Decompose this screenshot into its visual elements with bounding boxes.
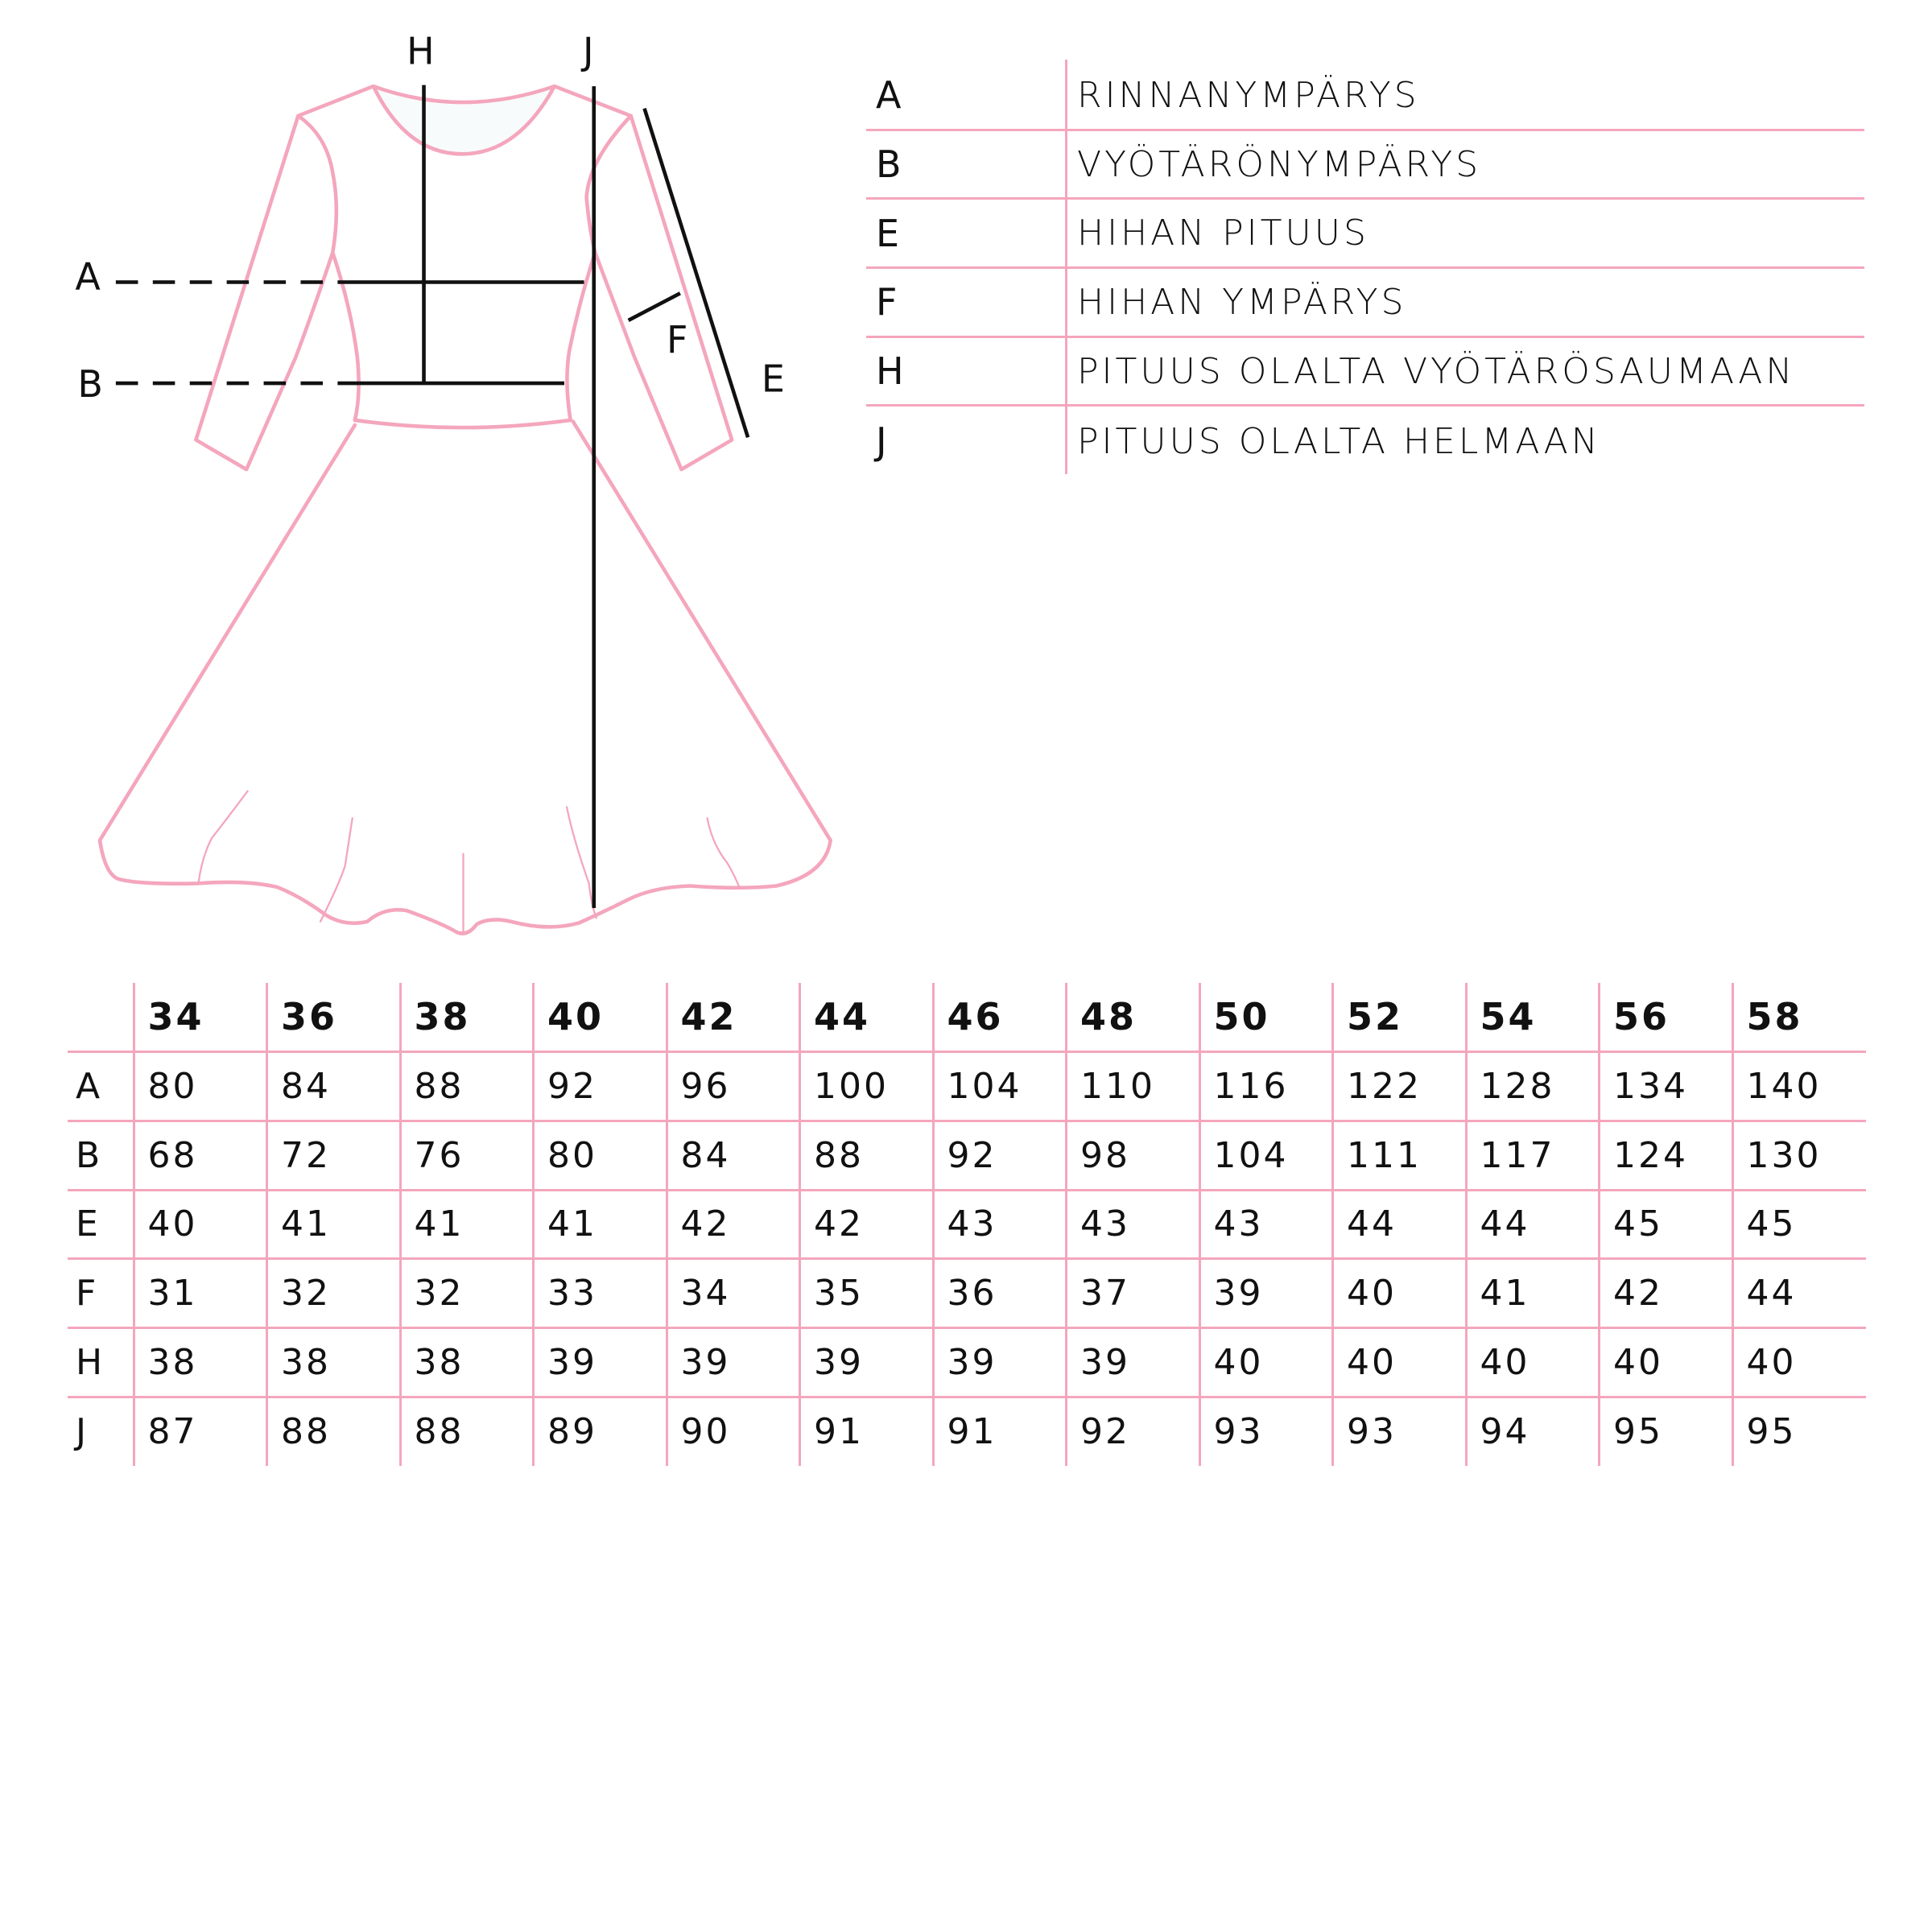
legend-row <box>866 200 1864 269</box>
legend-key: E <box>876 211 900 255</box>
size-header-cell: 44 <box>800 983 934 1052</box>
table-cell: 122 <box>1333 1052 1467 1121</box>
table-cell: 95 <box>1732 1397 1866 1466</box>
legend-description: RINNANYMPÄRYS <box>1077 74 1420 116</box>
table-cell: 36 <box>933 1259 1067 1328</box>
table-cell: 93 <box>1199 1397 1333 1466</box>
left-sleeve <box>196 116 336 469</box>
legend-key: H <box>876 349 904 394</box>
table-cell: 90 <box>667 1397 800 1466</box>
table-cell: 96 <box>667 1052 800 1121</box>
table-cell: 39 <box>1199 1259 1333 1328</box>
table-cell: 42 <box>667 1190 800 1259</box>
table-row <box>68 1327 1866 1397</box>
table-cell: 40 <box>134 1190 267 1259</box>
measure-line-f <box>629 293 680 320</box>
table-cell: 43 <box>1199 1190 1333 1259</box>
table-cell: 116 <box>1199 1052 1333 1121</box>
skirt-fold <box>320 818 353 922</box>
right-sleeve <box>587 116 733 469</box>
table-cell: 84 <box>267 1052 401 1121</box>
row-key: J <box>68 1397 134 1466</box>
table-cell: 88 <box>267 1397 401 1466</box>
row-key: B <box>68 1121 134 1190</box>
table-cell: 35 <box>800 1259 934 1328</box>
table-cell: 41 <box>267 1190 401 1259</box>
table-cell: 117 <box>1466 1121 1600 1190</box>
table-cell: 42 <box>1600 1259 1733 1328</box>
table-cell: 33 <box>534 1259 667 1328</box>
table-cell: 76 <box>400 1121 534 1190</box>
size-header-cell: 34 <box>134 983 267 1052</box>
size-table <box>68 983 1866 1466</box>
bodice-right <box>567 253 595 420</box>
table-cell: 39 <box>1067 1327 1200 1397</box>
table-cell: 32 <box>400 1259 534 1328</box>
table-cell: 39 <box>933 1327 1067 1397</box>
table-cell: 95 <box>1600 1397 1733 1466</box>
legend-key: B <box>876 142 902 187</box>
corner-cell <box>68 983 134 1052</box>
table-cell: 72 <box>267 1121 401 1190</box>
table-cell: 37 <box>1067 1259 1200 1328</box>
size-header-cell: 48 <box>1067 983 1200 1052</box>
neckline <box>374 86 555 154</box>
table-cell: 87 <box>134 1397 267 1466</box>
table-cell: 124 <box>1600 1121 1733 1190</box>
table-cell: 34 <box>667 1259 800 1328</box>
table-cell: 92 <box>933 1121 1067 1190</box>
legend-row <box>866 269 1864 338</box>
legend-description: VYÖTÄRÖNYMPÄRYS <box>1077 143 1482 185</box>
label-h: H <box>407 29 435 73</box>
table-cell: 44 <box>1466 1190 1600 1259</box>
table-cell: 110 <box>1067 1052 1200 1121</box>
table-cell: 43 <box>933 1190 1067 1259</box>
legend-key: F <box>876 280 898 324</box>
row-key: F <box>68 1259 134 1328</box>
table-cell: 38 <box>400 1327 534 1397</box>
table-cell: 80 <box>534 1121 667 1190</box>
bodice-left <box>332 253 358 420</box>
table-cell: 80 <box>134 1052 267 1121</box>
legend-row <box>866 62 1864 131</box>
measure-line-e <box>645 109 749 438</box>
table-cell: 42 <box>800 1190 934 1259</box>
table-cell: 39 <box>800 1327 934 1397</box>
legend-key: J <box>876 419 887 464</box>
table-cell: 41 <box>534 1190 667 1259</box>
table-row <box>68 1397 1866 1466</box>
table-cell: 32 <box>267 1259 401 1328</box>
table-cell: 104 <box>1199 1121 1333 1190</box>
table-row <box>68 1121 1866 1190</box>
table-cell: 128 <box>1466 1052 1600 1121</box>
size-header-cell: 52 <box>1333 983 1467 1052</box>
skirt <box>100 421 831 933</box>
legend-row <box>866 407 1864 476</box>
table-cell: 31 <box>134 1259 267 1328</box>
waistband <box>355 420 571 427</box>
table-row <box>68 1190 1866 1259</box>
row-key: E <box>68 1190 134 1259</box>
legend-key: A <box>876 73 902 118</box>
table-cell: 92 <box>1067 1397 1200 1466</box>
legend-row <box>866 131 1864 200</box>
table-cell: 89 <box>534 1397 667 1466</box>
table-cell: 88 <box>400 1397 534 1466</box>
table-cell: 111 <box>1333 1121 1467 1190</box>
table-cell: 140 <box>1732 1052 1866 1121</box>
skirt-fold <box>708 818 740 887</box>
legend-description: HIHAN PITUUS <box>1077 213 1369 254</box>
dress-outline <box>100 86 831 934</box>
legend-row <box>866 338 1864 407</box>
table-cell: 40 <box>1600 1327 1733 1397</box>
table-cell: 93 <box>1333 1397 1467 1466</box>
label-a: A <box>75 254 101 299</box>
row-key: A <box>68 1052 134 1121</box>
size-header-cell: 54 <box>1466 983 1600 1052</box>
size-header-cell: 40 <box>534 983 667 1052</box>
size-header-row <box>68 983 1866 1052</box>
table-cell: 91 <box>800 1397 934 1466</box>
table-cell: 88 <box>400 1052 534 1121</box>
table-cell: 38 <box>267 1327 401 1397</box>
table-cell: 94 <box>1466 1397 1600 1466</box>
label-e: E <box>761 357 785 401</box>
label-f: F <box>667 317 688 361</box>
table-cell: 38 <box>134 1327 267 1397</box>
table-cell: 39 <box>667 1327 800 1397</box>
table-cell: 130 <box>1732 1121 1866 1190</box>
size-header-cell: 50 <box>1199 983 1333 1052</box>
table-cell: 100 <box>800 1052 934 1121</box>
size-header-cell: 56 <box>1600 983 1733 1052</box>
size-header-cell: 38 <box>400 983 534 1052</box>
skirt-fold <box>567 807 597 919</box>
table-cell: 40 <box>1732 1327 1866 1397</box>
legend-description: PITUUS OLALTA HELMAAN <box>1077 420 1601 462</box>
table-cell: 40 <box>1199 1327 1333 1397</box>
table-cell: 88 <box>800 1121 934 1190</box>
table-cell: 45 <box>1732 1190 1866 1259</box>
table-cell: 40 <box>1466 1327 1600 1397</box>
table-cell: 91 <box>933 1397 1067 1466</box>
left-shoulder <box>298 86 373 116</box>
table-row <box>68 1052 1866 1121</box>
table-row <box>68 1259 1866 1328</box>
table-cell: 43 <box>1067 1190 1200 1259</box>
table-cell: 134 <box>1600 1052 1733 1121</box>
table-cell: 68 <box>134 1121 267 1190</box>
size-header-cell: 36 <box>267 983 401 1052</box>
size-header-cell: 42 <box>667 983 800 1052</box>
table-cell: 41 <box>400 1190 534 1259</box>
measurement-legend <box>866 62 1864 476</box>
label-j: J <box>582 29 594 73</box>
row-key: H <box>68 1327 134 1397</box>
table-cell: 44 <box>1333 1190 1467 1259</box>
legend-description: HIHAN YMPÄRYS <box>1077 281 1407 323</box>
table-cell: 41 <box>1466 1259 1600 1328</box>
size-header-cell: 46 <box>933 983 1067 1052</box>
table-cell: 84 <box>667 1121 800 1190</box>
table-cell: 104 <box>933 1052 1067 1121</box>
legend-description: PITUUS OLALTA VYÖTÄRÖSAUMAAN <box>1077 350 1796 392</box>
size-header-cell: 58 <box>1732 983 1866 1052</box>
table-cell: 40 <box>1333 1259 1467 1328</box>
table-cell: 98 <box>1067 1121 1200 1190</box>
table-cell: 40 <box>1333 1327 1467 1397</box>
skirt-fold <box>198 791 247 884</box>
label-b: B <box>77 361 103 406</box>
table-cell: 39 <box>534 1327 667 1397</box>
table-cell: 92 <box>534 1052 667 1121</box>
table-cell: 44 <box>1732 1259 1866 1328</box>
table-cell: 45 <box>1600 1190 1733 1259</box>
measurement-lines <box>116 85 748 908</box>
